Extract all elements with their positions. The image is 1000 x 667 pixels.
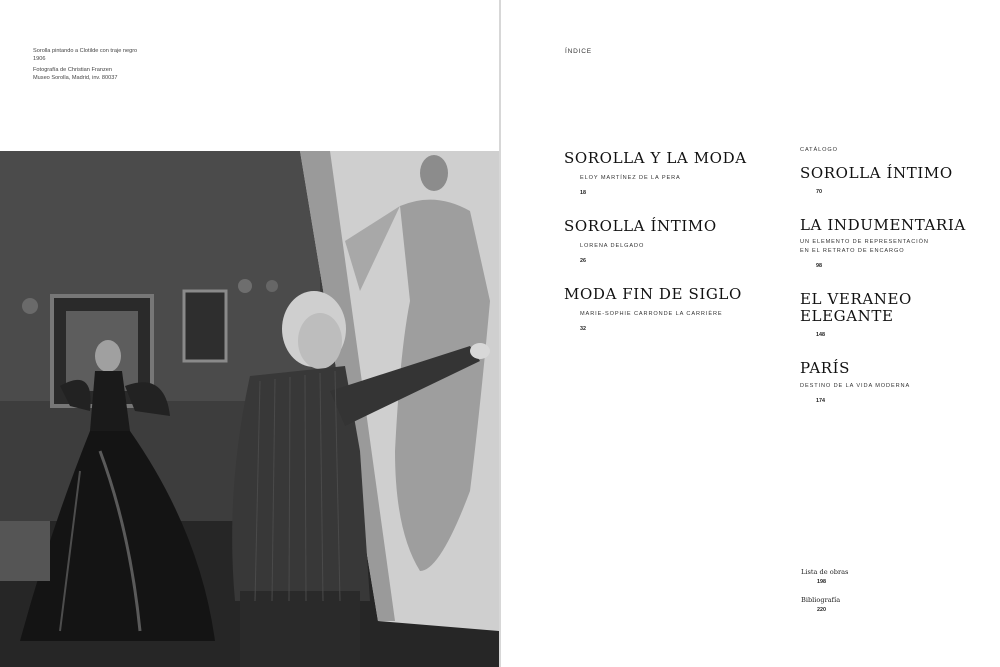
- entry-page-number: 32: [580, 326, 586, 332]
- entry-page-number: 220: [817, 607, 826, 613]
- entry-title: SOROLLA ÍNTIMO: [800, 164, 953, 182]
- toc-entry[interactable]: [800, 360, 990, 404]
- catalogue-label: CATÁLOGO: [800, 147, 838, 153]
- right-page: [501, 0, 1000, 667]
- entry-title: LA INDUMENTARIA: [800, 216, 966, 234]
- entry-subtitle: EN EL RETRATO DE ENCARGO: [800, 248, 905, 254]
- entry-subtitle: UN ELEMENTO DE REPRESENTACIÓN: [800, 239, 929, 245]
- catalogue-column: [800, 147, 990, 426]
- entry-page-number: 174: [816, 398, 825, 404]
- essays-column: [564, 150, 784, 354]
- caption-title: Sorolla pintando a Clotilde con traje negro: [33, 48, 138, 54]
- entry-title: SOROLLA Y LA MODA: [564, 149, 747, 167]
- entry-subtitle: DESTINO DE LA VIDA MODERNA: [800, 383, 911, 389]
- entry-title: Bibliografía: [801, 596, 841, 604]
- caption-credit: Fotografía de Christian Franzen: [33, 67, 112, 74]
- toc-entry[interactable]: [801, 568, 848, 585]
- toc-entry[interactable]: [564, 218, 784, 264]
- entry-page-number: 70: [816, 189, 822, 195]
- entry-title: MODA FIN DE SIGLO: [564, 285, 742, 303]
- entry-title: PARÍS: [800, 359, 851, 377]
- entry-title: Lista de obras: [801, 568, 849, 576]
- toc-entry[interactable]: [564, 286, 784, 332]
- entry-page-number: 26: [580, 258, 586, 264]
- toc-entry[interactable]: [801, 596, 848, 613]
- entry-title: ELEGANTE: [800, 307, 894, 325]
- entry-author: ELOY MARTÍNEZ DE LA PERA: [580, 175, 681, 181]
- entry-author: LORENA DELGADO: [580, 243, 645, 249]
- photo-caption: [33, 48, 253, 82]
- toc-entry[interactable]: [564, 150, 784, 196]
- caption-year: 1906: [33, 55, 46, 62]
- left-page: [0, 0, 499, 667]
- photograph-illustration: [0, 151, 499, 667]
- index-label: ÍNDICE: [565, 48, 592, 55]
- entry-page-number: 18: [580, 190, 586, 196]
- entry-page-number: 198: [817, 579, 826, 585]
- toc-entry[interactable]: [800, 291, 990, 338]
- entry-title: SOROLLA ÍNTIMO: [564, 217, 717, 235]
- entry-author: MARIE-SOPHIE CARRONDE LA CARRIÈRE: [580, 311, 723, 317]
- entry-page-number: 98: [816, 263, 822, 269]
- entry-page-number: 148: [816, 332, 825, 338]
- entry-title: EL VERANEO: [800, 290, 912, 308]
- painter-photograph: [0, 151, 499, 667]
- toc-entry[interactable]: [800, 165, 990, 195]
- caption-location: Museo Sorolla, Madrid, inv. 80037: [33, 74, 118, 81]
- toc-entry[interactable]: [800, 217, 990, 269]
- back-matter: [801, 568, 848, 624]
